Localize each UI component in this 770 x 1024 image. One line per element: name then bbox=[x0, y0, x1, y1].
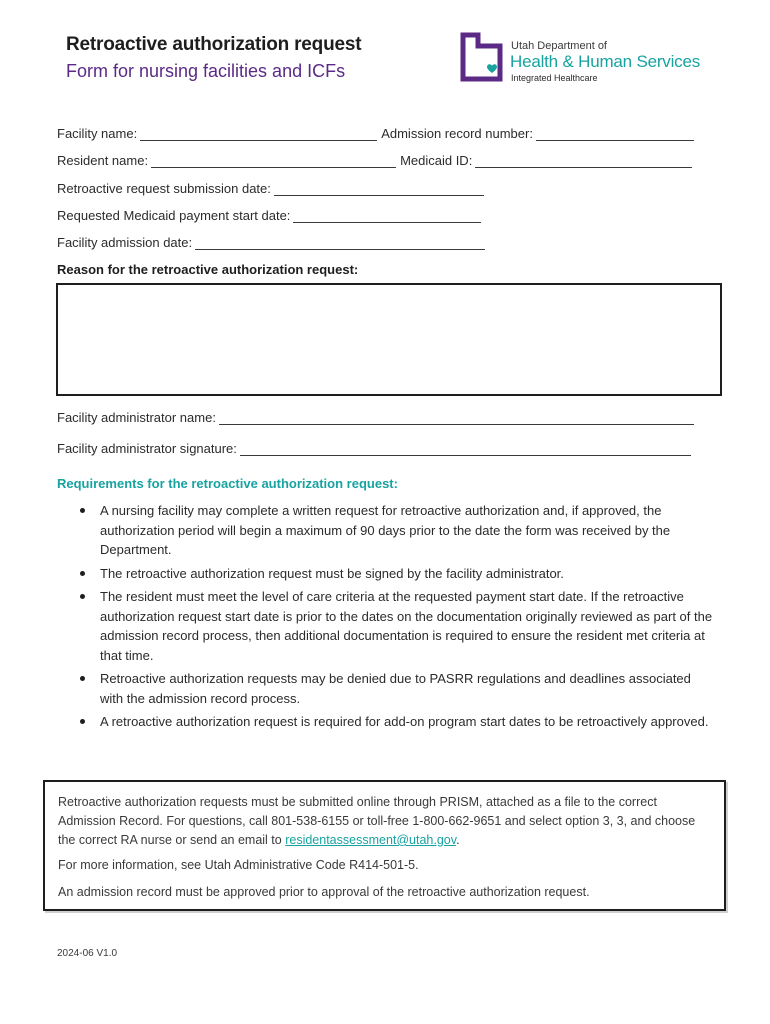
bullet-icon bbox=[80, 594, 85, 599]
administrator-name-input[interactable] bbox=[219, 412, 694, 425]
logo-text-agency: Health & Human Services bbox=[510, 52, 701, 71]
payment-start-date-label: Requested Medicaid payment start date: bbox=[57, 208, 291, 223]
requirements-heading: Requirements for the retroactive authorization request: bbox=[57, 476, 398, 491]
utah-state-outline-icon bbox=[460, 32, 504, 82]
approval-note: An admission record must be approved prior to approval of the retroactive authorization request. bbox=[58, 885, 590, 899]
submission-date-label: Retroactive request submission date: bbox=[57, 181, 271, 196]
admission-record-number-input[interactable] bbox=[536, 128, 694, 141]
admission-record-number-field bbox=[381, 126, 694, 141]
submission-date-input[interactable] bbox=[274, 183, 484, 196]
medicaid-id-input[interactable] bbox=[475, 155, 692, 168]
requirement-item bbox=[75, 712, 715, 732]
resident-name-input[interactable] bbox=[151, 155, 396, 168]
form-title: Retroactive authorization request bbox=[66, 34, 362, 55]
requirement-text: The retroactive authorization request must be signed by the facility administrator. bbox=[100, 565, 564, 581]
admission-record-number-label: Admission record number: bbox=[381, 126, 533, 141]
payment-start-date-input[interactable] bbox=[293, 210, 481, 223]
reason-label: Reason for the retroactive authorization request: bbox=[57, 262, 359, 277]
medicaid-id-field bbox=[400, 153, 692, 168]
bullet-icon bbox=[80, 571, 85, 576]
agency-logo bbox=[460, 32, 730, 86]
admin-code-reference: For more information, see Utah Administrative Code R414-501-5. bbox=[58, 858, 419, 872]
requirement-item bbox=[75, 564, 715, 584]
requirement-item bbox=[75, 501, 715, 560]
requirement-text: A retroactive authorization request is required for add-on program start dates to be retroactively approved. bbox=[100, 714, 709, 729]
admission-date-label: Facility admission date: bbox=[57, 235, 193, 250]
facility-name-input[interactable] bbox=[140, 128, 377, 141]
admission-date-field bbox=[57, 235, 485, 250]
resident-name-field bbox=[57, 153, 396, 168]
resident-name-label: Resident name: bbox=[57, 153, 149, 168]
facility-name-field bbox=[57, 126, 377, 141]
admission-date-input[interactable] bbox=[195, 237, 485, 250]
row-facility bbox=[57, 126, 717, 141]
requirement-text: The resident must meet the level of care criteria at the requested payment start date. If the retroactive authorization request start date is prior to the dates on the documentation originally reviewed as part of the admission record process, then additional documentation is required to ensure the resident met criteria at that time. bbox=[100, 589, 713, 663]
administrator-signature-field bbox=[57, 441, 691, 456]
form-version: 2024-06 V1.0 bbox=[57, 948, 118, 959]
administrator-name-field bbox=[57, 410, 694, 425]
bullet-icon bbox=[80, 676, 85, 681]
requirements-list bbox=[75, 501, 715, 736]
row-submission-date bbox=[57, 181, 717, 196]
medicaid-id-label: Medicaid ID: bbox=[400, 153, 473, 168]
bullet-icon bbox=[80, 719, 85, 724]
requirement-text: A nursing facility may complete a written request for retroactive authorization and, if approved, the authorization period will begin a maximum of 90 days prior to the date the form was received by the Department. bbox=[100, 503, 671, 557]
bullet-icon bbox=[80, 508, 85, 513]
requirement-item bbox=[75, 587, 715, 665]
payment-start-date-field bbox=[57, 208, 481, 223]
administrator-signature-input[interactable] bbox=[240, 443, 691, 456]
administrator-signature-label: Facility administrator signature: bbox=[57, 441, 237, 456]
requirement-item bbox=[75, 669, 715, 708]
row-resident bbox=[57, 153, 717, 168]
form-subtitle: Form for nursing facilities and ICFs bbox=[66, 61, 346, 81]
logo-text-department: Utah Department of bbox=[511, 40, 607, 52]
row-administrator-signature bbox=[57, 441, 717, 456]
logo-text-division: Integrated Healthcare bbox=[511, 73, 598, 83]
row-admission-date bbox=[57, 235, 717, 250]
heart-icon bbox=[487, 64, 497, 73]
submission-info-box bbox=[43, 780, 726, 911]
facility-name-label: Facility name: bbox=[57, 126, 138, 141]
row-administrator-name bbox=[57, 410, 717, 425]
reason-textarea[interactable] bbox=[56, 283, 722, 396]
administrator-name-label: Facility administrator name: bbox=[57, 410, 216, 425]
requirement-text: Retroactive authorization requests may be denied due to PASRR regulations and deadlines associated with the admission record process. bbox=[100, 671, 691, 706]
row-payment-start-date bbox=[57, 208, 717, 223]
submission-instructions-end: . bbox=[456, 833, 460, 847]
submission-date-field bbox=[57, 181, 484, 196]
submission-instructions-text: Retroactive authorization requests must be submitted online through PRISM, attached as a file to the correct Admission Record. For questions, call 801-538-6155 or toll-free 1-800-662-9651 and select option 3, 3, and choose the correct RA nurse or send an email to bbox=[58, 795, 696, 847]
submission-instructions bbox=[58, 793, 708, 850]
contact-email-link[interactable]: residentassessment@utah.gov bbox=[285, 833, 457, 847]
